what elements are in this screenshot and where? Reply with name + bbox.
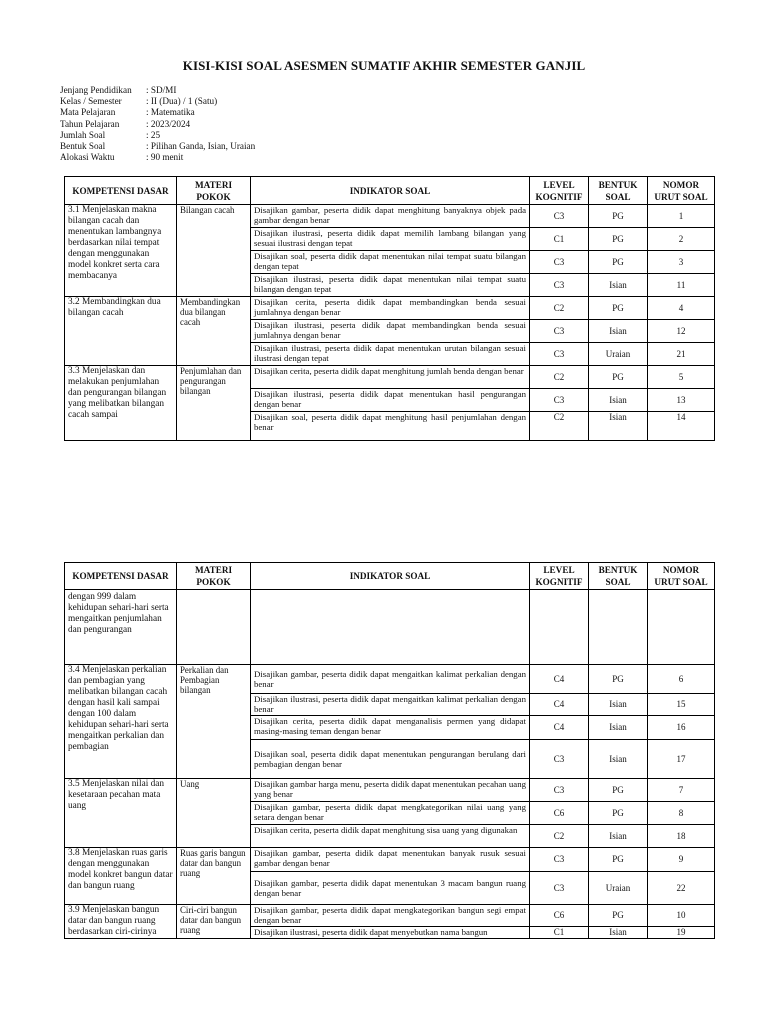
empty-cell xyxy=(530,590,589,665)
kompetensi-dasar-continued-cell: dengan 999 dalam kehidupan sehari-hari serta mengaitkan penjumlahan dan pengurangan xyxy=(65,590,177,665)
meta-label: Jumlah Soal xyxy=(60,129,106,140)
level-cell: C6 xyxy=(530,905,589,927)
header-bentuk-soal: BENTUK SOAL xyxy=(589,177,648,205)
indikator-cell: Disajikan ilustrasi, peserta didik dapat menentukan nilai tempat suatu bilangan dengan tepat xyxy=(251,274,530,297)
table-row xyxy=(65,205,715,228)
nomor-cell: 9 xyxy=(648,848,715,872)
bentuk-cell: PG xyxy=(589,251,648,274)
level-cell: C3 xyxy=(530,872,589,905)
indikator-cell: Disajikan ilustrasi, peserta didik dapat menentukan hasil pengurangan dengan benar xyxy=(251,389,530,412)
level-cell: C4 xyxy=(530,665,589,694)
bentuk-cell: Isian xyxy=(589,825,648,848)
bentuk-cell: Isian xyxy=(589,274,648,297)
empty-cell xyxy=(648,590,715,665)
meta-value: : Matematika xyxy=(146,107,195,118)
level-cell: C3 xyxy=(530,343,589,366)
indikator-cell: Disajikan cerita, peserta didik dapat menghitung jumlah benda dengan benar xyxy=(251,366,530,389)
nomor-cell: 13 xyxy=(648,389,715,412)
level-cell: C1 xyxy=(530,228,589,251)
indikator-cell: Disajikan ilustrasi, peserta didik dapat menentukan urutan bilangan sesuai ilustrasi dengan tepat xyxy=(251,343,530,366)
bentuk-cell: PG xyxy=(589,802,648,825)
nomor-cell: 16 xyxy=(648,716,715,740)
nomor-cell: 10 xyxy=(648,905,715,927)
materi-pokok-cell: Ciri-ciri bangun datar dan bangun ruang xyxy=(177,905,251,939)
empty-cell xyxy=(177,590,251,665)
meta-label: Bentuk Soal xyxy=(60,141,106,152)
meta-value: : SD/MI xyxy=(146,85,177,95)
header-materi-pokok: MATERI POKOK xyxy=(177,563,251,590)
bentuk-cell: PG xyxy=(589,779,648,802)
level-cell: C3 xyxy=(530,251,589,274)
nomor-cell: 22 xyxy=(648,872,715,905)
table-row xyxy=(65,590,715,665)
bentuk-cell: Isian xyxy=(589,927,648,939)
indikator-cell: Disajikan soal, peserta didik dapat menghitung hasil penjumlahan dengan benar xyxy=(251,412,530,441)
header-level-kognitif: LEVEL KOGNITIF xyxy=(530,177,589,205)
bentuk-cell: Isian xyxy=(589,320,648,343)
meta-row xyxy=(60,141,255,152)
empty-cell xyxy=(251,590,530,665)
indikator-cell: Disajikan cerita, peserta didik dapat menghitung sisa uang yang digunakan xyxy=(251,825,530,848)
nomor-cell: 2 xyxy=(648,228,715,251)
bentuk-cell: PG xyxy=(589,665,648,694)
meta-row xyxy=(60,96,255,107)
meta-value: : 25 xyxy=(146,129,161,140)
meta-label: Alokasi Waktu xyxy=(60,152,115,163)
meta-row xyxy=(60,130,255,141)
level-cell: C3 xyxy=(530,320,589,343)
table-row xyxy=(65,366,715,389)
meta-value: : 90 menit xyxy=(146,152,184,163)
kompetensi-dasar-cell: 3.9 Menjelaskan bangun datar dan bangun ruang berdasarkan ciri-cirinya xyxy=(65,905,177,939)
indikator-cell: Disajikan ilustrasi, peserta didik dapat membandingkan benda sesuai jumlahnya dengan benar xyxy=(251,320,530,343)
level-cell: C4 xyxy=(530,716,589,740)
nomor-cell: 18 xyxy=(648,825,715,848)
kisi-kisi-table-page-1 xyxy=(64,176,715,441)
meta-row xyxy=(60,107,255,118)
header-materi-pokok: MATERI POKOK xyxy=(177,177,251,205)
table-header-row xyxy=(65,177,715,205)
meta-label: Jenjang Pendidikan xyxy=(60,85,132,95)
level-cell: C1 xyxy=(530,927,589,939)
level-cell: C3 xyxy=(530,740,589,779)
nomor-cell: 12 xyxy=(648,320,715,343)
nomor-cell: 8 xyxy=(648,802,715,825)
bentuk-cell: PG xyxy=(589,205,648,228)
nomor-cell: 19 xyxy=(648,927,715,939)
nomor-cell: 17 xyxy=(648,740,715,779)
meta-value: : 2023/2024 xyxy=(146,118,191,129)
table-row xyxy=(65,779,715,802)
header-nomor-urut-soal: NOMOR URUT SOAL xyxy=(648,563,715,590)
level-cell: C2 xyxy=(530,825,589,848)
level-cell: C3 xyxy=(530,205,589,228)
bentuk-cell: PG xyxy=(589,366,648,389)
level-cell: C3 xyxy=(530,779,589,802)
bentuk-cell: PG xyxy=(589,297,648,320)
bentuk-cell: Isian xyxy=(589,740,648,779)
kompetensi-dasar-cell: 3.5 Menjelaskan nilai dan kesetaraan pecahan mata uang xyxy=(65,779,177,848)
indikator-cell: Disajikan cerita, peserta didik dapat membandingkan benda sesuai jumlahnya dengan benar xyxy=(251,297,530,320)
indikator-cell: Disajikan gambar harga menu, peserta didik dapat menentukan pecahan uang yang benar xyxy=(251,779,530,802)
kompetensi-dasar-cell: 3.4 Menjelaskan perkalian dan pembagian yang melibatkan bilangan cacah dengan hasil kali sampai dengan 100 dalam kehidupan sehari-hari serta mengaitkan perkalian dan pembagian xyxy=(65,665,177,779)
table-row xyxy=(65,848,715,872)
header-kompetensi-dasar: KOMPETENSI DASAR xyxy=(65,177,177,205)
nomor-cell: 21 xyxy=(648,343,715,366)
level-cell: C2 xyxy=(530,366,589,389)
nomor-cell: 14 xyxy=(648,412,715,441)
indikator-cell: Disajikan gambar, peserta didik dapat mengkategorikan bangun segi empat dengan benar xyxy=(251,905,530,927)
header-nomor-urut-soal: NOMOR URUT SOAL xyxy=(648,177,715,205)
indikator-cell: Disajikan ilustrasi, peserta didik dapat menyebutkan nama bangun xyxy=(251,927,530,939)
bentuk-cell: Isian xyxy=(589,389,648,412)
document-title: KISI-KISI SOAL ASESMEN SUMATIF AKHIR SEMESTER GANJIL xyxy=(182,58,586,73)
header-kompetensi-dasar: KOMPETENSI DASAR xyxy=(65,563,177,590)
level-cell: C3 xyxy=(530,848,589,872)
indikator-cell: Disajikan soal, peserta didik dapat menentukan nilai tempat suatu bilangan dengan tepat xyxy=(251,251,530,274)
nomor-cell: 15 xyxy=(648,694,715,716)
nomor-cell: 11 xyxy=(648,274,715,297)
materi-pokok-cell: Penjumlahan dan pengurangan bilangan xyxy=(177,366,251,441)
header-bentuk-soal: BENTUK SOAL xyxy=(589,563,648,590)
header-level-kognitif: LEVEL KOGNITIF xyxy=(530,563,589,590)
kompetensi-dasar-cell: 3.3 Menjelaskan dan melakukan penjumlahan dan pengurangan bilangan yang melibatkan bilangan cacah sampai xyxy=(65,366,177,441)
meta-row xyxy=(60,85,255,96)
nomor-cell: 1 xyxy=(648,205,715,228)
materi-pokok-cell: Uang xyxy=(177,779,251,848)
bentuk-cell: Isian xyxy=(589,716,648,740)
nomor-cell: 5 xyxy=(648,366,715,389)
indikator-cell: Disajikan gambar, peserta didik dapat mengkategorikan nilai uang yang setara dengan benar xyxy=(251,802,530,825)
indikator-cell: Disajikan ilustrasi, peserta didik dapat mengaitkan kalimat perkalian dengan benar xyxy=(251,694,530,716)
materi-pokok-cell: Membandingkan dua bilangan cacah xyxy=(177,297,251,366)
kompetensi-dasar-cell: 3.2 Membandingkan dua bilangan cacah xyxy=(65,297,177,366)
indikator-cell: Disajikan cerita, peserta didik dapat menganalisis permen yang didapat masing-masing teman dengan benar xyxy=(251,716,530,740)
level-cell: C6 xyxy=(530,802,589,825)
kompetensi-dasar-cell: 3.1 Menjelaskan makna bilangan cacah dan menentukan lambangnya berdasarkan nilai tempat dengan menggunakan model konkret serta cara membacanya xyxy=(65,205,177,297)
document-meta xyxy=(60,85,255,163)
meta-label: Mata Pelajaran xyxy=(60,107,116,118)
bentuk-cell: PG xyxy=(589,848,648,872)
table-row xyxy=(65,297,715,320)
header-indikator-soal: INDIKATOR SOAL xyxy=(251,177,530,205)
bentuk-cell: Uraian xyxy=(589,872,648,905)
level-cell: C4 xyxy=(530,694,589,716)
bentuk-cell: PG xyxy=(589,905,648,927)
meta-label: Kelas / Semester xyxy=(60,96,122,107)
kompetensi-dasar-cell: 3.8 Menjelaskan ruas garis dengan menggunakan model konkret bangun datar dan bangun ruang xyxy=(65,848,177,905)
meta-label: Tahun Pelajaran xyxy=(60,118,120,129)
indikator-cell: Disajikan gambar, peserta didik dapat menentukan 3 macam bangun ruang dengan benar xyxy=(251,872,530,905)
indikator-cell: Disajikan ilustrasi, peserta didik dapat memilih lambang bilangan yang sesuai ilustrasi dengan tepat xyxy=(251,228,530,251)
meta-value: : Pilihan Ganda, Isian, Uraian xyxy=(146,141,256,152)
nomor-cell: 6 xyxy=(648,665,715,694)
indikator-cell: Disajikan gambar, peserta didik dapat menentukan banyak rusuk sesuai gambar dengan benar xyxy=(251,848,530,872)
level-cell: C2 xyxy=(530,297,589,320)
meta-row xyxy=(60,119,255,130)
indikator-cell: Disajikan gambar, peserta didik dapat menghitung banyaknya objek pada gambar dengan benar xyxy=(251,205,530,228)
kisi-kisi-table-page-2 xyxy=(64,562,715,939)
level-cell: C3 xyxy=(530,274,589,297)
materi-pokok-cell: Bilangan cacah xyxy=(177,205,251,297)
meta-value: : II (Dua) / 1 (Satu) xyxy=(146,96,218,107)
indikator-cell: Disajikan soal, peserta didik dapat menentukan pengurangan berulang dari pembagian dengan benar xyxy=(251,740,530,779)
bentuk-cell: Uraian xyxy=(589,343,648,366)
indikator-cell: Disajikan gambar, peserta didik dapat mengaitkan kalimat perkalian dengan benar xyxy=(251,665,530,694)
empty-cell xyxy=(589,590,648,665)
nomor-cell: 7 xyxy=(648,779,715,802)
level-cell: C3 xyxy=(530,389,589,412)
materi-pokok-cell: Perkalian dan Pembagian bilangan xyxy=(177,665,251,779)
table-row xyxy=(65,905,715,927)
bentuk-cell: Isian xyxy=(589,412,648,441)
bentuk-cell: PG xyxy=(589,228,648,251)
table-header-row xyxy=(65,563,715,590)
nomor-cell: 3 xyxy=(648,251,715,274)
bentuk-cell: Isian xyxy=(589,694,648,716)
meta-row xyxy=(60,152,255,163)
header-indikator-soal: INDIKATOR SOAL xyxy=(251,563,530,590)
level-cell: C2 xyxy=(530,412,589,441)
nomor-cell: 4 xyxy=(648,297,715,320)
materi-pokok-cell: Ruas garis bangun datar dan bangun ruang xyxy=(177,848,251,905)
table-row xyxy=(65,665,715,694)
